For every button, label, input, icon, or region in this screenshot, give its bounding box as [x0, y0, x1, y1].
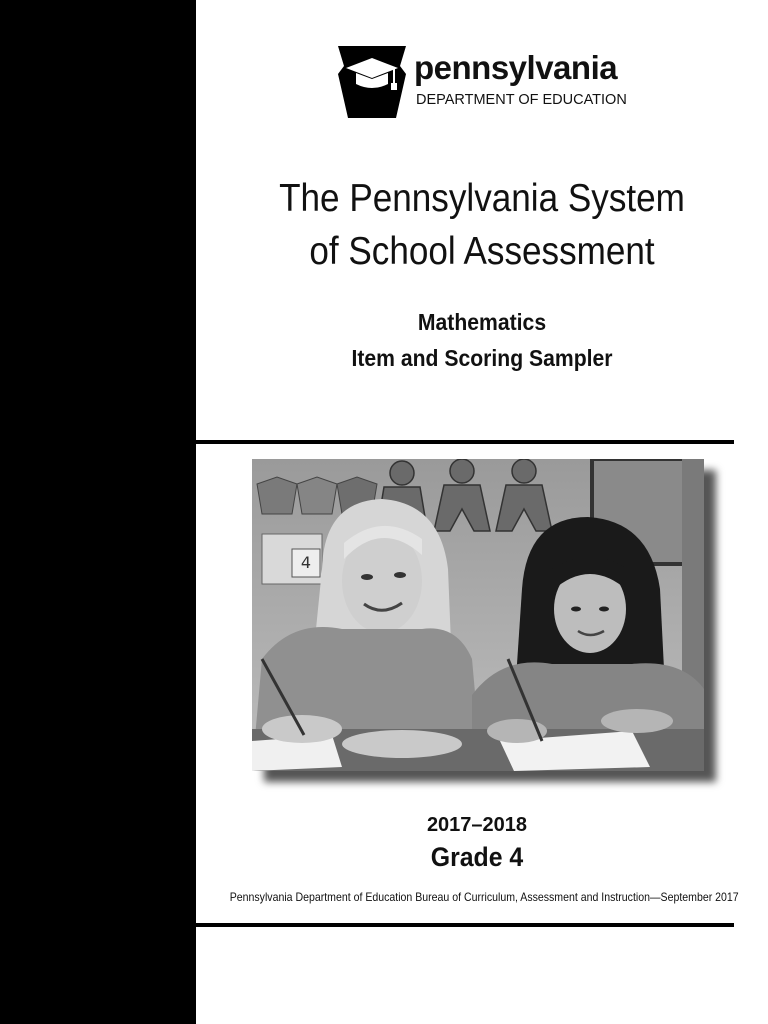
top-divider — [196, 440, 734, 444]
desk-card-number: 4 — [300, 553, 312, 572]
cover-page — [196, 0, 768, 1024]
subtitle-line-1: Mathematics — [417, 309, 547, 335]
left-black-band — [0, 0, 196, 1024]
subtitle-line-2: Item and Scoring Sampler — [351, 345, 613, 371]
bottom-divider — [196, 923, 734, 927]
publisher-line: Pennsylvania Department of Education Bureau of Curriculum, Assessment and Instruction—September 2017 — [229, 890, 739, 904]
logo-department: DEPARTMENT OF EDUCATION — [416, 92, 627, 108]
title-line-1: The Pennsylvania System — [279, 177, 685, 220]
page-subtitle — [219, 304, 745, 376]
pa-education-logo — [336, 44, 636, 120]
page-title — [225, 172, 740, 278]
school-year: 2017–2018 — [426, 814, 528, 836]
classroom-photo — [252, 459, 704, 771]
classroom-photo-icon — [252, 459, 704, 771]
keystone-graduation-cap-icon — [336, 44, 408, 120]
logo-wordmark: pennsylvania — [414, 49, 618, 86]
title-line-2: of School Assessment — [309, 230, 655, 273]
grade-label: Grade 4 — [430, 842, 524, 872]
